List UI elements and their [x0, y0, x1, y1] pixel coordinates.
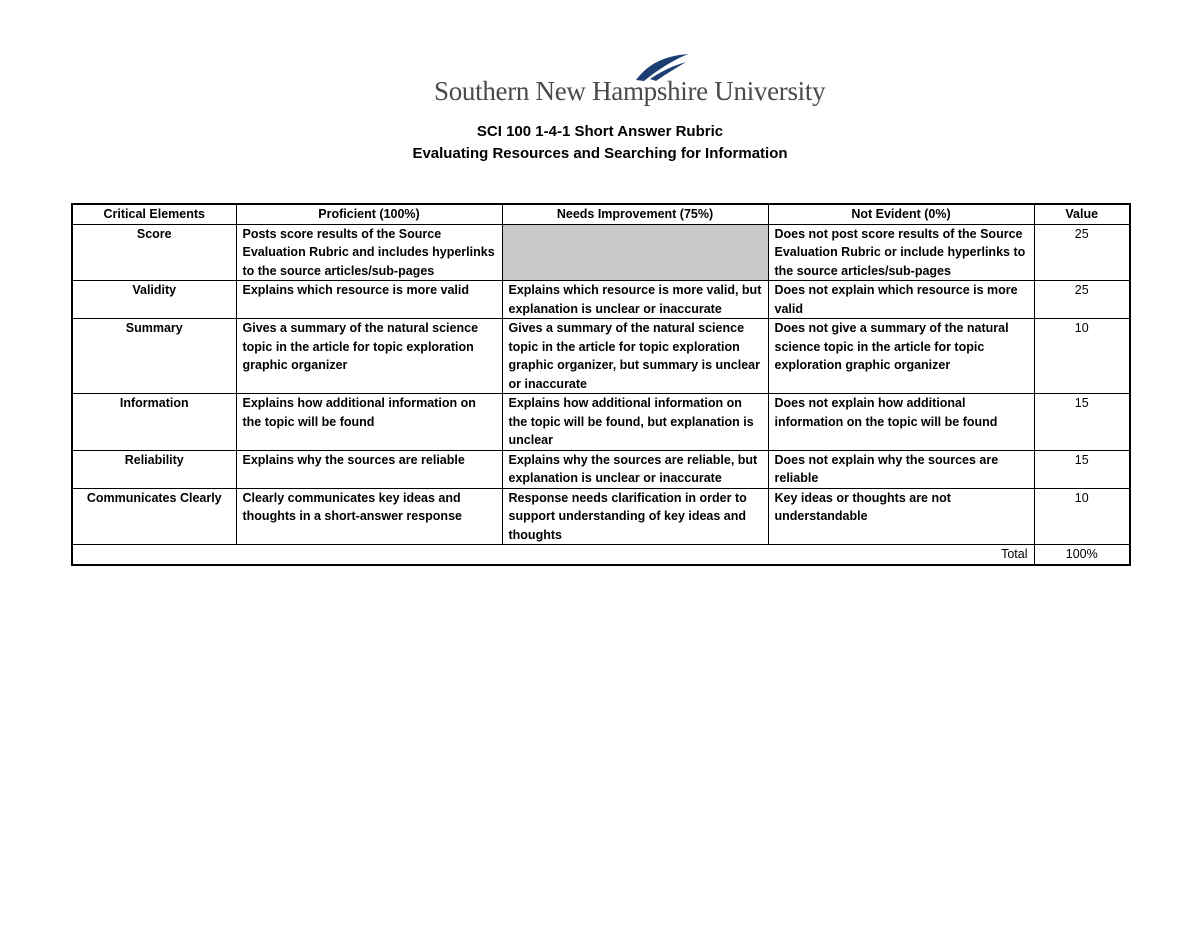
- header-needs-improvement: Needs Improvement (75%): [502, 204, 768, 224]
- rubric-table: [71, 203, 1131, 566]
- table-row: [72, 224, 1130, 281]
- not-evident-cell: Does not give a summary of the natural science topic in the article for topic exploration graphic organizer: [768, 319, 1034, 394]
- value-cell: 25: [1034, 281, 1130, 319]
- value-cell: 15: [1034, 394, 1130, 451]
- document-titles: [0, 121, 1200, 165]
- not-evident-cell: Does not explain which resource is more valid: [768, 281, 1034, 319]
- proficient-cell: Gives a summary of the natural science topic in the article for topic exploration graphic organizer: [236, 319, 502, 394]
- not-evident-cell: Does not post score results of the Source Evaluation Rubric or include hyperlinks to the source articles/sub-pages: [768, 224, 1034, 281]
- header-critical-elements: Critical Elements: [72, 204, 236, 224]
- value-cell: 10: [1034, 319, 1130, 394]
- needs-improvement-cell-shaded: [502, 224, 768, 281]
- page-subtitle: Evaluating Resources and Searching for Information: [412, 145, 788, 162]
- proficient-cell: Posts score results of the Source Evaluation Rubric and includes hyperlinks to the source articles/sub-pages: [236, 224, 502, 281]
- table-row: [72, 394, 1130, 451]
- table-row: [72, 450, 1130, 488]
- critical-element-cell: Communicates Clearly: [72, 488, 236, 545]
- table-row: [72, 281, 1130, 319]
- table-header-row: [72, 204, 1130, 224]
- needs-improvement-cell: Response needs clarification in order to support understanding of key ideas and thoughts: [502, 488, 768, 545]
- header-value: Value: [1034, 204, 1130, 224]
- needs-improvement-cell: Explains which resource is more valid, but explanation is unclear or inaccurate: [502, 281, 768, 319]
- proficient-cell: Clearly communicates key ideas and thoughts in a short-answer response: [236, 488, 502, 545]
- needs-improvement-cell: Explains why the sources are reliable, but explanation is unclear or inaccurate: [502, 450, 768, 488]
- critical-element-cell: Score: [72, 224, 236, 281]
- page-title: SCI 100 1-4-1 Short Answer Rubric: [476, 123, 724, 140]
- value-cell: 15: [1034, 450, 1130, 488]
- critical-element-cell: Reliability: [72, 450, 236, 488]
- proficient-cell: Explains how additional information on the topic will be found: [236, 394, 502, 451]
- not-evident-cell: Key ideas or thoughts are not understandable: [768, 488, 1034, 545]
- total-value: 100%: [1034, 545, 1130, 565]
- not-evident-cell: Does not explain why the sources are reliable: [768, 450, 1034, 488]
- proficient-cell: Explains which resource is more valid: [236, 281, 502, 319]
- value-cell: 25: [1034, 224, 1130, 281]
- total-row: [72, 545, 1130, 565]
- header-proficient: Proficient (100%): [236, 204, 502, 224]
- critical-element-cell: Summary: [72, 319, 236, 394]
- critical-element-cell: Information: [72, 394, 236, 451]
- header-not-evident: Not Evident (0%): [768, 204, 1034, 224]
- proficient-cell: Explains why the sources are reliable: [236, 450, 502, 488]
- table-row: [72, 488, 1130, 545]
- value-cell: 10: [1034, 488, 1130, 545]
- table-row: [72, 319, 1130, 394]
- logo-text: Southern New Hampshire University: [434, 76, 826, 106]
- total-label: Total: [72, 545, 1034, 565]
- not-evident-cell: Does not explain how additional information on the topic will be found: [768, 394, 1034, 451]
- needs-improvement-cell: Explains how additional information on the topic will be found, but explanation is unclear: [502, 394, 768, 451]
- needs-improvement-cell: Gives a summary of the natural science topic in the article for topic exploration graphic organizer, but summary is unclear or inaccurate: [502, 319, 768, 394]
- university-logo: [434, 52, 826, 112]
- critical-element-cell: Validity: [72, 281, 236, 319]
